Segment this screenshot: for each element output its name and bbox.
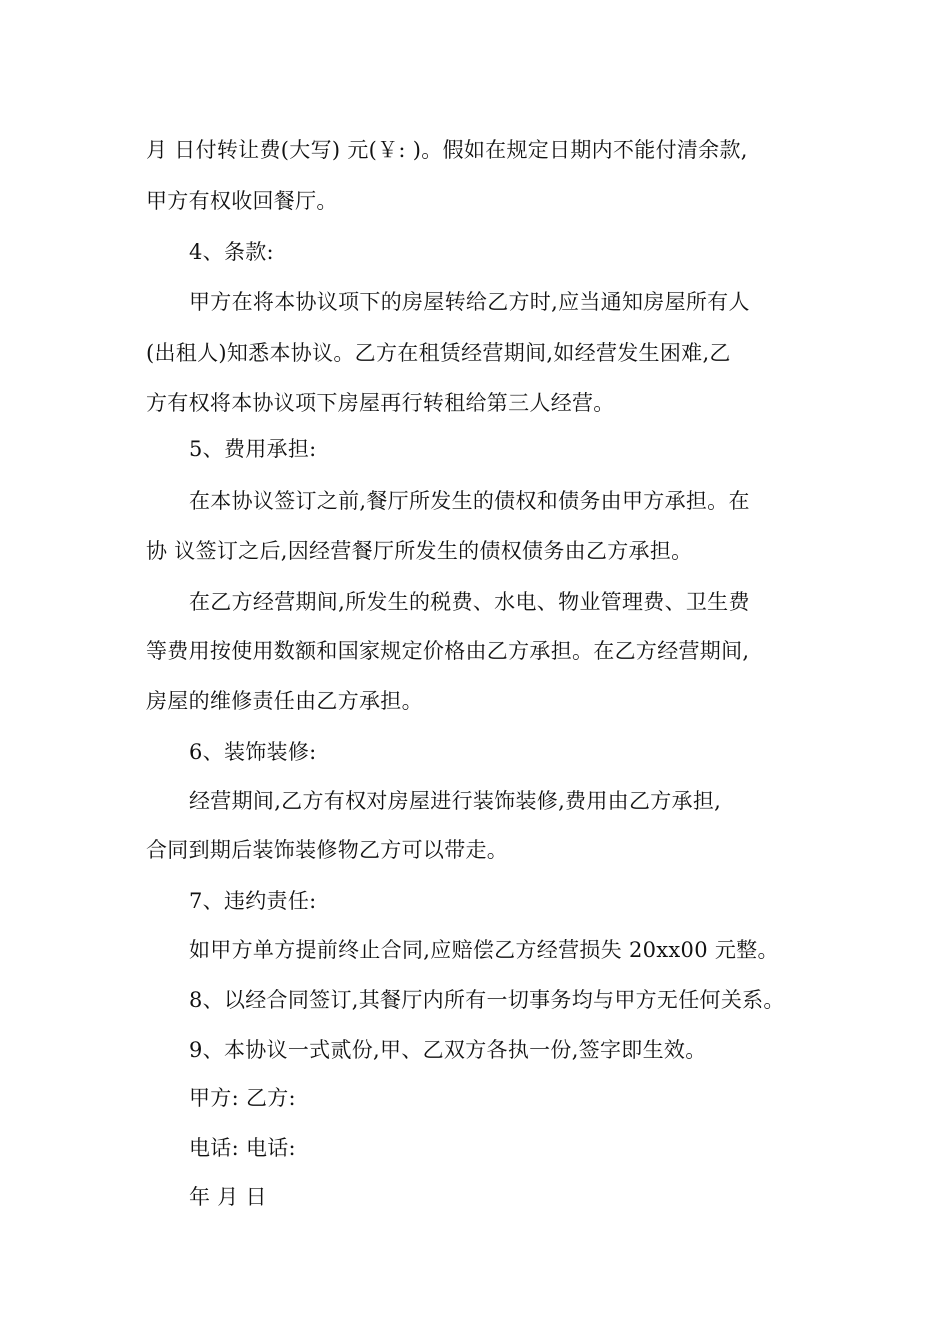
text-line-9: 协 议签订之后,因经营餐厅所发生的债权债务由乙方承担。	[146, 539, 693, 563]
text-line-8: 在本协议签订之前,餐厅所发生的债权和债务由甲方承担。在	[189, 489, 750, 513]
signature-date: 年 月 日	[189, 1185, 267, 1209]
section-heading-7: 7、违约责任:	[189, 889, 317, 913]
section-heading-6: 6、装饰装修:	[189, 740, 317, 764]
clause-9: 9、本协议一式贰份,甲、乙双方各执一份,签字即生效。	[189, 1038, 707, 1062]
clause-8: 8、以经合同签订,其餐厅内所有一切事务均与甲方无任何关系。	[189, 988, 785, 1012]
section-heading-5: 5、费用承担:	[189, 437, 317, 461]
text-line-10: 在乙方经营期间,所发生的税费、水电、物业管理费、卫生费	[189, 590, 750, 614]
text-line-11: 等费用按使用数额和国家规定价格由乙方承担。在乙方经营期间,	[146, 639, 750, 663]
text-line-2: 甲方有权收回餐厅。	[146, 189, 338, 213]
text-line-12: 房屋的维修责任由乙方承担。	[146, 689, 423, 713]
text-line-6: 方有权将本协议项下房屋再行转租给第三人经营。	[146, 391, 615, 415]
text-line-14: 经营期间,乙方有权对房屋进行装饰装修,费用由乙方承担,	[189, 789, 722, 813]
text-line-5: (出租人)知悉本协议。乙方在租赁经营期间,如经营发生困难,乙	[146, 341, 731, 365]
text-line-15: 合同到期后装饰装修物乙方可以带走。	[146, 838, 509, 862]
section-heading-4: 4、条款:	[189, 240, 274, 264]
signature-phones: 电话: 电话:	[189, 1136, 296, 1160]
text-line-4: 甲方在将本协议项下的房屋转给乙方时,应当通知房屋所有人	[189, 290, 750, 314]
signature-parties: 甲方: 乙方:	[189, 1086, 296, 1110]
text-line-1: 月 日付转让费(大写) 元(￥: )。假如在规定日期内不能付清余款,	[146, 138, 748, 162]
text-line-17: 如甲方单方提前终止合同,应赔偿乙方经营损失 20xx00 元整。	[189, 938, 779, 962]
